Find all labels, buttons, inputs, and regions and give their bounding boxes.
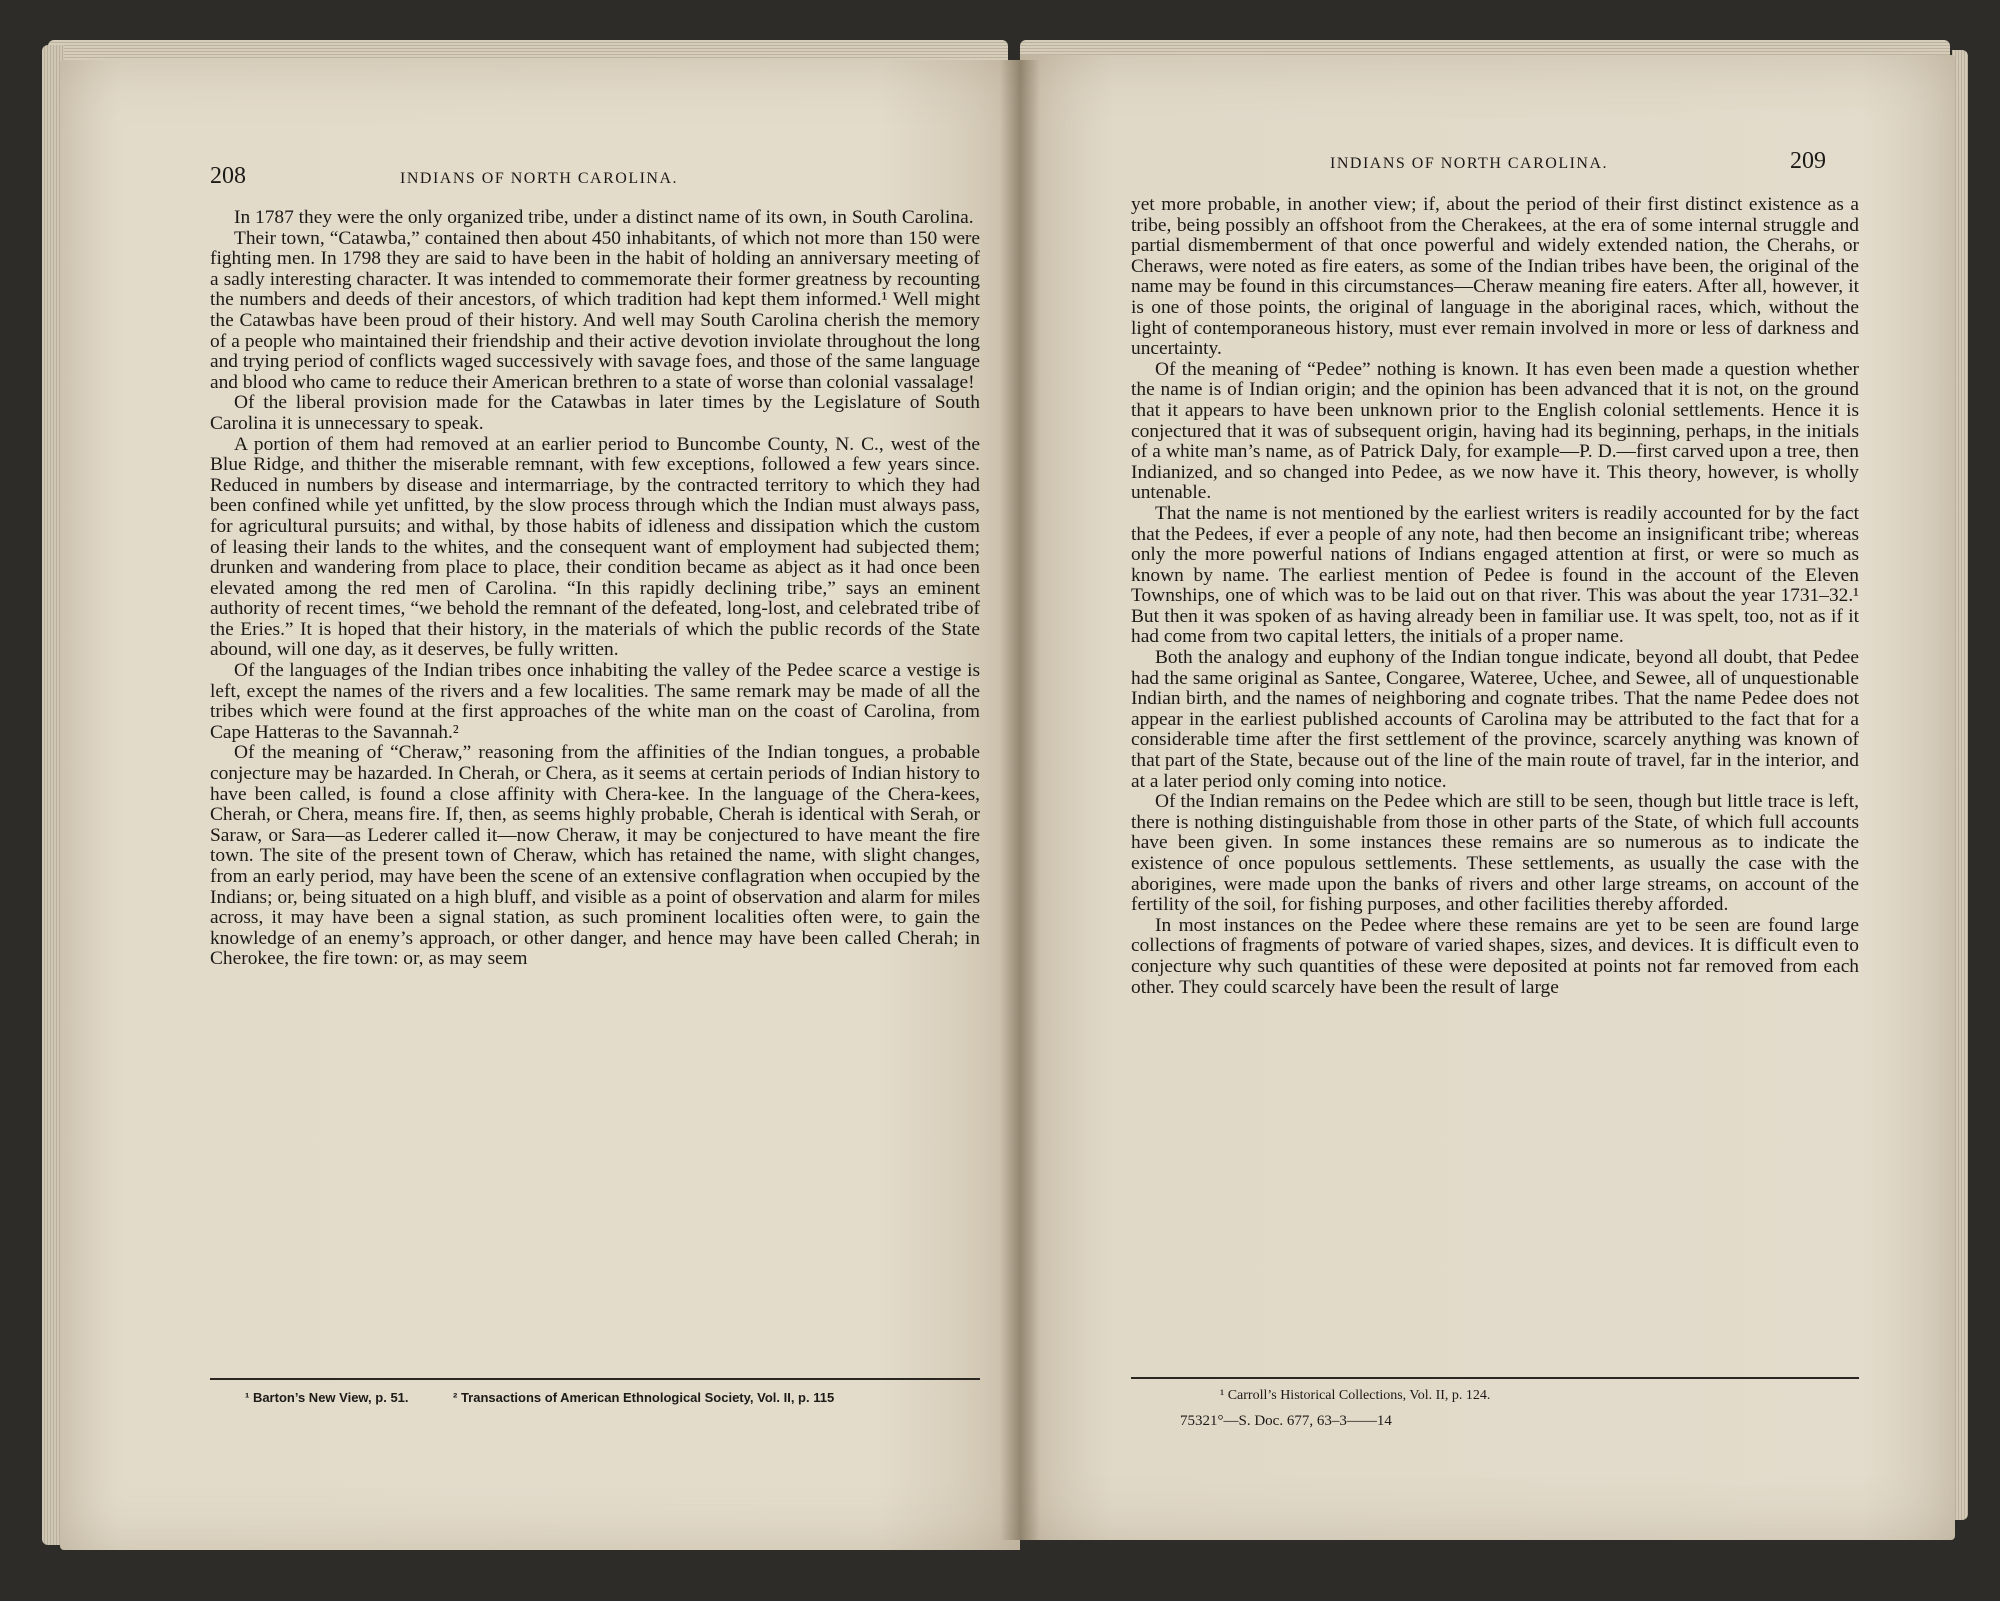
page-number: 208 [210, 163, 246, 189]
paragraph: In 1787 they were the only organized tribe, under a distinct name of its own, in South Carolina. [234, 207, 974, 228]
right-page-body [1131, 195, 1859, 998]
paragraph: yet more probable, in another view; if, about the period of their first distinct existence as a tribe, being possibly an offshoot from the Cherakees, at the era of some internal struggle and partial dismemberment of that once powerful and widely extended nation, the Cherahs, or Cheraws, were noted as fire eaters, as some of the Indian tribes have been, the original of the name may be found in this circumstances—Cheraw meaning fire eaters. After all, however, it is one of those points, the original of language in the aboriginal races, which, without the light of contemporaneous history, must ever remain involved in more or less of darkness and uncertainty. [1131, 194, 1859, 360]
footnote: ¹ Barton’s New View, p. 51. [245, 1390, 409, 1405]
paragraph: Of the languages of the Indian tribes once inhabiting the valley of the Pedee scarce a vestige is left, except the names of the rivers and a few localities. The same remark may be made of all the tribes which were found at the first approaches of the white man on the coast of Carolina, from Cape Hatteras to the Savannah.² [210, 660, 980, 743]
left-page-body [210, 208, 980, 970]
paragraph: Of the liberal provision made for the Catawbas in later times by the Legislature of South Carolina it is unnecessary to speak. [210, 392, 980, 434]
paragraph: A portion of them had removed at an earlier period to Buncombe County, N. C., west of the Blue Ridge, and thither the miserable remnant, with few exceptions, followed a few years since. Reduced in numbers by disease and intermarriage, by the contracted territory to which they had been confined while yet unfitted, by the slow process through which the Indian must always pass, for agricultural pursuits; and withal, by those habits of idleness and dissipation which the custom of leasing their lands to the whites, and the consequent want of employment had subjected them; drunken and wandering from place to place, their condition became as abject as it had once been elevated among the red men of Carolina. “In this rapidly declining tribe,” says an eminent authority of recent times, “we behold the remnant of the defeated, long-lost, and celebrated tribe of the Eries.” It is hoped that their history, in the materials of which the public records of the State abound, will one day, as it deserves, be fully written. [210, 433, 980, 661]
left-page [60, 60, 1020, 1550]
paragraph: In most instances on the Pedee where these remains are yet to be seen are found large collections of fragments of potware of varied shapes, sizes, and devices. It is difficult even to conjecture why such quantities of these were deposited at points not far removed from each other. They could scarcely have been the result of large [1131, 914, 1859, 998]
footnote: ² Transactions of American Ethnological Society, Vol. II, p. 115 [453, 1390, 835, 1405]
book-gutter [1000, 60, 1040, 1540]
signature-line: 75321°—S. Doc. 677, 63–3——14 [1180, 1413, 1392, 1429]
footnote: ¹ Carroll’s Historical Collections, Vol. II, p. 124. [1220, 1388, 1491, 1403]
paragraph: Of the meaning of “Cheraw,” reasoning from the affinities of the Indian tongues, a probable conjecture may be hazarded. In Cherah, or Chera, as it seems at certain periods of Indian history to have been called, is found a close affinity with Chera-kee. In the language of the Chera-kees, Cherah, or Chera, means fire. If, then, as seems highly probable, Cherah is identical with Serah, or Saraw, or Sara—as Lederer called it—now Cheraw, it may be conjectured to have meant the fire town. The site of the present town of Cheraw, which has retained the name, with slight changes, from an early period, may have been the scene of an extensive conflagration when occupied by the Indians; or, being situated on a high bluff, and visible as a point of observation and alarm for miles across, it may have been a signal station, as such prominent localities often were, to gain the knowledge of an enemy’s approach, or other danger, and hence may have been called Cherah; in Cherokee, the fire town: or, as may seem [210, 742, 980, 970]
running-head: INDIANS OF NORTH CAROLINA. [1330, 155, 1609, 172]
right-page [1020, 55, 1955, 1540]
footnote-rule [1131, 1377, 1859, 1379]
running-head: INDIANS OF NORTH CAROLINA. [400, 170, 679, 187]
paragraph: That the name is not mentioned by the earliest writers is readily accounted for by the fact that the Pedees, if ever a people of any note, had then become an insignificant tribe; whereas only the more powerful nations of Indians engaged attention at first, or were so much as known by name. The earliest mention of Pedee is found in the account of the Eleven Townships, one of which was to be laid out on that river. This was about the year 1731–32.¹ But then it was spoken of as having already been in familiar use. It was spelt, too, not as if it had come from two capital letters, the initials of a proper name. [1131, 502, 1859, 648]
paragraph: Both the analogy and euphony of the Indian tongue indicate, beyond all doubt, that Pedee had the same original as Santee, Congaree, Wateree, Uchee, and Sewee, all of unquestionable Indian birth, and the names of neighboring and cognate tribes. That the name Pedee does not appear in the earliest published accounts of Carolina may be attributed to the fact that for a considerable time after the first settlement of the province, scarcely anything was known of that part of the State, because out of the line of the main route of travel, far in the interior, and at a later period only coming into notice. [1131, 647, 1859, 792]
footnote-rule [210, 1378, 980, 1380]
paragraph: Their town, “Catawba,” contained then about 450 inhabitants, of which not more than 150 were fighting men. In 1798 they are said to have been in the habit of holding an anniversary meeting of a sadly interesting character. It was intended to commemorate their former greatness by recounting the numbers and deeds of their ancestors, of which tradition had kept them informed.¹ Well might the Catawbas have been proud of their history. And well may South Carolina cherish the memory of a people who maintained their friendship and their active devotion inviolate throughout the long and trying period of conflicts waged successively with savage foes, and those of the same language and blood who came to reduce their American brethren to a state of worse than colonial vassalage! [210, 227, 981, 393]
page-number: 209 [1790, 148, 1826, 174]
paragraph: Of the Indian remains on the Pedee which are still to be seen, though but little trace is left, there is nothing distinguishable from those in other parts of the State, of which full accounts have been given. In some instances these remains are so numerous as to indicate the existence of once populous settlements. These settlements, as usually the case with the aborigines, were made upon the banks of rivers and other large streams, on account of the fertility of the soil, for fishing purposes, and other facilities thereby afforded. [1131, 791, 1859, 916]
paragraph: Of the meaning of “Pedee” nothing is known. It has even been made a question whether the name is of Indian origin; and the opinion has been advanced that it is not, on the ground that it appears to have been unknown prior to the English colonial settlements. Hence it is conjectured that it was of subsequent origin, having had its beginning, perhaps, in the initials of a white man’s name, as of Patrick Daly, for example—P. D.—first carved upon a tree, then Indianized, and so changed into Pedee, as we now have it. This theory, however, is wholly untenable. [1131, 358, 1859, 504]
